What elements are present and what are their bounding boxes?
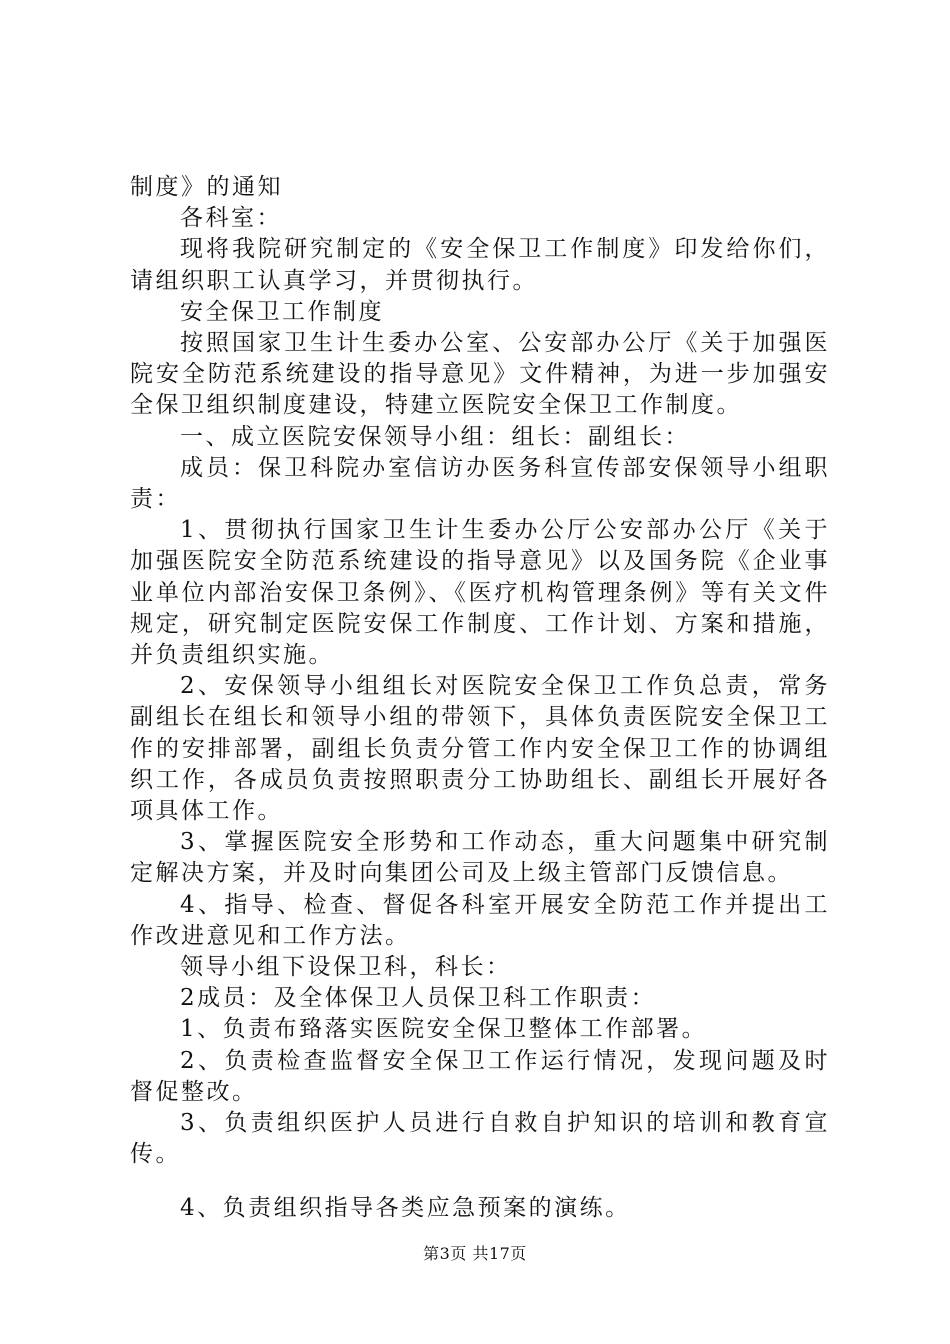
paragraph-title-tail: 制度》的通知 xyxy=(130,174,283,200)
paragraph-basis: 按照国家卫生计生委办公室、公安部办公厅《关于加强医院安全防范系统建设的指导意见》文件精神，为进一步加强安全保卫组织制度建设，特建立医院安全保卫工作制度。 xyxy=(130,330,830,419)
paragraph-salutation: 各科室： xyxy=(180,205,282,232)
paragraph-duty-4: 4、指导、检查、督促各科室开展安全防范工作并提出工作改进意见和工作方法。 xyxy=(130,891,830,949)
paragraph-dept-members: 2成员：及全体保卫人员保卫科工作职责： xyxy=(180,985,657,1012)
paragraph-dept-duty-2: 2、负责检查监督安全保卫工作运行情况，发现问题及时督促整改。 xyxy=(130,1047,830,1105)
paragraph-notice: 现将我院研究制定的《安全保卫工作制度》印发给你们，请组织职工认真学习，并贯彻执行。 xyxy=(130,236,830,294)
paragraph-security-dept: 领导小组下设保卫科，科长： xyxy=(180,954,512,981)
document-body xyxy=(130,172,830,1224)
paragraph-duty-3: 3、掌握医院安全形势和工作动态，重大问题集中研究制定解决方案，并及时向集团公司及上级主管部门反馈信息。 xyxy=(130,829,830,887)
paragraph-duty-1: 1、贯彻执行国家卫生计生委办公厅公安部办公厅《关于加强医院安全防范系统建设的指导意见》以及国务院《企业事业单位内部治安保卫条例》、《医疗机构管理条例》等有关文件规定，研究制定医院安保工作制度、工作计划、方案和措施，并负责组织实施。 xyxy=(130,517,830,669)
paragraph-group: 一、成立医院安保领导小组：组长：副组长： xyxy=(180,423,690,450)
paragraph-duty-2: 2、安保领导小组组长对医院安全保卫工作负总责，常务副组长在组长和领导小组的带领下，具体负责医院安全保卫工作的安排部署，副组长负责分管工作内安全保卫工作的协调组织工作，各成员负责按照职责分工协助组长、副组长开展好各项具体工作。 xyxy=(130,673,830,825)
paragraph-dept-duty-1: 1、负责布臵落实医院安全保卫整体工作部署。 xyxy=(180,1016,708,1043)
paragraph-section-title: 安全保卫工作制度 xyxy=(180,298,384,325)
paragraph-dept-duty-3: 3、负责组织医护人员进行自救自护知识的培训和教育宣传。 xyxy=(130,1110,830,1168)
page-footer: 第3页 共17页 xyxy=(423,1244,527,1263)
paragraph-members: 成员：保卫科院办室信访办医务科宣传部安保领导小组职责： xyxy=(130,454,830,513)
paragraph-dept-duty-4: 4、负责组织指导各类应急预案的演练。 xyxy=(180,1194,631,1221)
